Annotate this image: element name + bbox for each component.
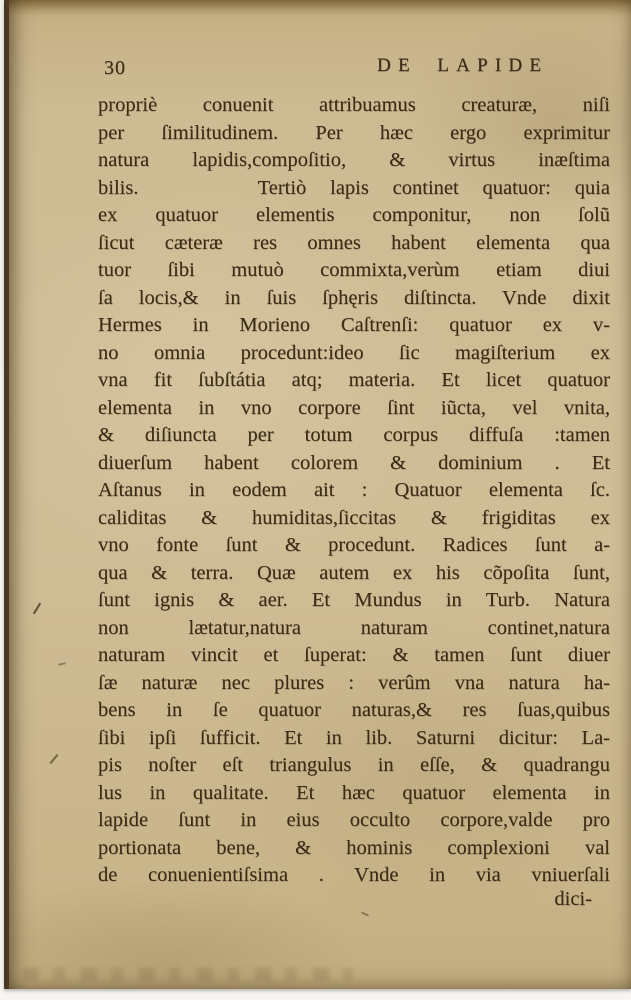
text-line: no omnia procedunt:ideo ſic magiſterium ex <box>98 341 610 364</box>
text-line: naturam vincit et ſuperat: & tamen ſunt diuer <box>98 644 610 666</box>
paper-fiber <box>58 662 66 666</box>
text-line: bens in ſe quatuor naturas,& res ſuas,quibus <box>98 699 610 721</box>
text-line: bilis. Tertiò lapis continet quatuor: quia <box>98 176 610 199</box>
text-line: vno fonte ſunt & procedunt. Radices ſunt a- <box>98 534 610 556</box>
catchword: dici- <box>554 888 592 910</box>
text-line: ſunt ignis & aer. Et Mundus in Turb. Natura <box>98 589 610 611</box>
text-line: ſibi ipſi ſufficit. Et in lib. Saturni dicitur: La- <box>98 726 610 749</box>
show-through-ghost-text <box>23 968 353 981</box>
text-line: tuor ſibi mutuò commixta,verùm etiam diui <box>98 259 610 281</box>
paper-fiber <box>361 911 369 916</box>
text-line: & diſiuncta per totum corpus diffuſa :tamen <box>98 424 610 446</box>
text-line: lus in qualitate. Et hæc quatuor elementa in <box>98 781 610 804</box>
text-line: lapide ſunt in eius occulto corpore,valde pro <box>98 809 610 831</box>
text-line: ſæ naturæ nec plures : verûm vna natura ha- <box>98 671 610 694</box>
text-line: ex quatuor elementis componitur, non ſolũ <box>98 204 610 226</box>
text-line: elementa in vno corpore ſint iũcta, vel vnita, <box>98 396 610 419</box>
text-line: qua & terra. Quæ autem ex his cõpoſita ſunt, <box>98 561 610 584</box>
text-line: Aſtanus in eodem ait : Quatuor elementa ſc. <box>98 479 610 501</box>
text-line: de conuenientiſsima . Vnde in via vniuerſali <box>98 864 610 886</box>
ink-speck <box>33 602 42 614</box>
text-line: natura lapidis,compoſitio, & virtus inæſtima <box>98 149 610 171</box>
book-page-paper <box>4 0 631 989</box>
text-line: diuerſum habent colorem & dominium . Et <box>98 451 610 474</box>
text-line: propriè conuenit attribuamus creaturæ, niſi <box>98 94 610 116</box>
text-line: non lætatur,natura naturam continet,natura <box>98 616 610 639</box>
text-line: per ſimilitudinem. Per hæc ergo exprimitur <box>98 121 610 144</box>
ink-speck <box>49 754 58 764</box>
text-line: portionata bene, & hominis complexioni val <box>98 836 610 859</box>
running-title: DE LAPIDE <box>377 55 549 76</box>
text-line: vna fit ſubſtátia atq; materia. Et licet quatuor <box>98 369 610 391</box>
body-text-block <box>98 92 610 890</box>
page-number: 30 <box>104 57 126 79</box>
text-line: ſa locis,& in ſuis ſphęris diſtincta. Vnde dixit <box>98 286 610 309</box>
text-line: caliditas & humiditas,ſiccitas & frigiditas ex <box>98 506 610 529</box>
text-line: Hermes in Morieno Caſtrenſi: quatuor ex v- <box>98 314 610 336</box>
text-line: pis noſter eſt triangulus in eſſe, & quadrangu <box>98 754 610 776</box>
catchword-row <box>98 888 592 911</box>
text-line: ſicut cæteræ res omnes habent elementa qua <box>98 231 610 254</box>
page-header <box>98 55 610 81</box>
